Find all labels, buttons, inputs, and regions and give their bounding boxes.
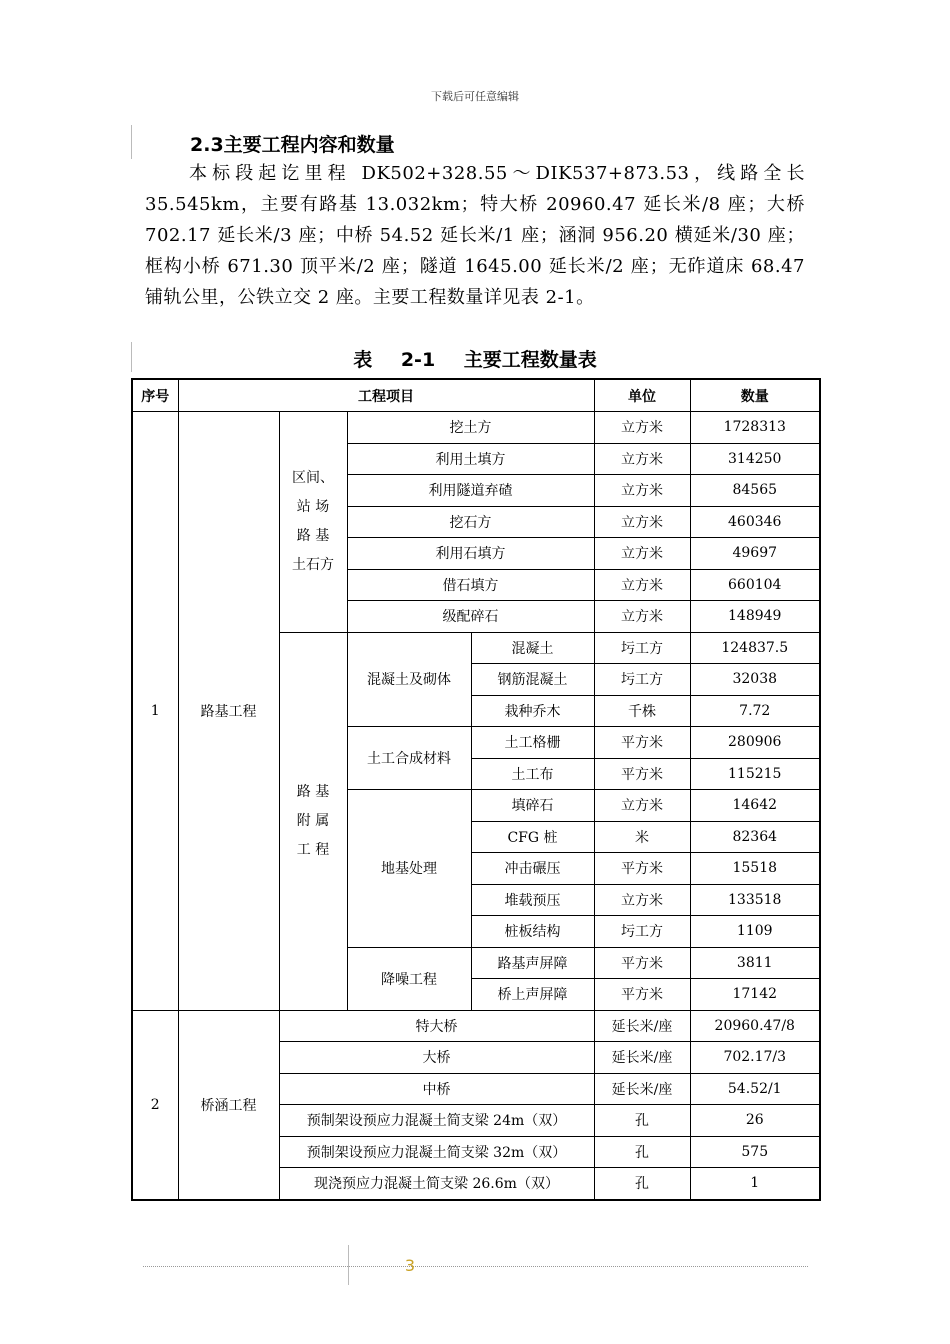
unit-cell: 立方米	[594, 790, 690, 822]
unit-cell: 平方米	[594, 727, 690, 759]
qty-cell: 133518	[690, 884, 820, 916]
qty-cell: 7.72	[690, 695, 820, 727]
unit-cell: 延长米/座	[594, 1042, 690, 1074]
engineering-quantity-table	[131, 378, 821, 1201]
unit-cell: 圬工方	[594, 664, 690, 696]
qty-cell: 49697	[690, 538, 820, 570]
unit-cell: 立方米	[594, 538, 690, 570]
header-unit: 单位	[594, 379, 690, 412]
item-cell: 冲击碾压	[471, 853, 594, 885]
qty-cell: 3811	[690, 947, 820, 979]
item-cell: 填碎石	[471, 790, 594, 822]
item-cell: 土工布	[471, 758, 594, 790]
unit-cell: 立方米	[594, 569, 690, 601]
table-row	[132, 412, 820, 444]
subcategory-noise: 降噪工程	[347, 947, 471, 1010]
qty-cell: 115215	[690, 758, 820, 790]
margin-mark-bottom	[348, 1245, 349, 1285]
body-paragraph: 本标段起讫里程 DK502+328.55～DIK537+873.53，线路全长 35.545km，主要有路基 13.032km；特大桥 20960.47 延长米/8 座；大桥 702.17 延长米/3 座；中桥 54.52 延长米/1 座；涵洞 956.20 横延米/30 座；框构小桥 671.30 顶平米/2 座；隧道 1645.00 延长米/2 座；无砟道床 68.47 铺轨公里，公铁立交 2 座。主要工程数量详见表 2-1。	[145, 163, 805, 308]
unit-cell: 立方米	[594, 412, 690, 444]
qty-cell: 460346	[690, 506, 820, 538]
unit-cell: 圬工方	[594, 632, 690, 664]
qty-cell: 54.52/1	[690, 1073, 820, 1105]
qty-cell: 280906	[690, 727, 820, 759]
qty-cell: 14642	[690, 790, 820, 822]
unit-cell: 立方米	[594, 443, 690, 475]
item-cell: 栽种乔木	[471, 695, 594, 727]
unit-cell: 延长米/座	[594, 1010, 690, 1042]
qty-cell: 15518	[690, 853, 820, 885]
table-header-row	[132, 379, 820, 412]
qty-cell: 575	[690, 1136, 820, 1168]
item-cell: 预制架设预应力混凝土简支梁 32m（双）	[279, 1136, 594, 1168]
unit-cell: 立方米	[594, 506, 690, 538]
qty-cell: 702.17/3	[690, 1042, 820, 1074]
unit-cell: 延长米/座	[594, 1073, 690, 1105]
item-cell: 利用隧道弃碴	[347, 475, 594, 507]
qty-cell: 32038	[690, 664, 820, 696]
item-cell: 中桥	[279, 1073, 594, 1105]
group-seq: 1	[132, 412, 178, 1011]
item-cell: 利用土填方	[347, 443, 594, 475]
section-title: 2.3主要工程内容和数量	[190, 134, 395, 156]
item-cell: 预制架设预应力混凝土简支梁 24m（双）	[279, 1105, 594, 1137]
subcategory-geosynthetic: 土工合成材料	[347, 727, 471, 790]
item-cell: 堆载预压	[471, 884, 594, 916]
unit-cell: 孔	[594, 1168, 690, 1200]
group-name: 桥涵工程	[178, 1010, 279, 1200]
unit-cell: 圬工方	[594, 916, 690, 948]
qty-cell: 17142	[690, 979, 820, 1011]
item-cell: 大桥	[279, 1042, 594, 1074]
table-caption: 表 2-1 主要工程数量表	[353, 349, 597, 371]
qty-cell: 20960.47/8	[690, 1010, 820, 1042]
qty-cell: 314250	[690, 443, 820, 475]
unit-cell: 孔	[594, 1105, 690, 1137]
item-cell: 利用石填方	[347, 538, 594, 570]
header-seq: 序号	[132, 379, 178, 412]
item-cell: 路基声屏障	[471, 947, 594, 979]
header-item: 工程项目	[178, 379, 594, 412]
unit-cell: 立方米	[594, 884, 690, 916]
qty-cell: 660104	[690, 569, 820, 601]
qty-cell: 148949	[690, 601, 820, 633]
table-row	[132, 1010, 820, 1042]
item-cell: 借石填方	[347, 569, 594, 601]
qty-cell: 124837.5	[690, 632, 820, 664]
item-cell: 混凝土	[471, 632, 594, 664]
group-seq: 2	[132, 1010, 178, 1200]
subcategory-foundation: 地基处理	[347, 790, 471, 948]
qty-cell: 1109	[690, 916, 820, 948]
unit-cell: 平方米	[594, 947, 690, 979]
qty-cell: 84565	[690, 475, 820, 507]
header-qty: 数量	[690, 379, 820, 412]
page-number: 3	[404, 1256, 416, 1275]
unit-cell: 立方米	[594, 601, 690, 633]
margin-mark-top	[131, 125, 132, 159]
item-cell: 钢筋混凝土	[471, 664, 594, 696]
header-note: 下载后可任意编辑	[431, 90, 519, 103]
unit-cell: 孔	[594, 1136, 690, 1168]
item-cell: 挖石方	[347, 506, 594, 538]
qty-cell: 26	[690, 1105, 820, 1137]
qty-cell: 1	[690, 1168, 820, 1200]
item-cell: CFG 桩	[471, 821, 594, 853]
item-cell: 级配碎石	[347, 601, 594, 633]
qty-cell: 82364	[690, 821, 820, 853]
unit-cell: 米	[594, 821, 690, 853]
item-cell: 土工格栅	[471, 727, 594, 759]
item-cell: 桥上声屏障	[471, 979, 594, 1011]
group-name: 路基工程	[178, 412, 279, 1011]
unit-cell: 立方米	[594, 475, 690, 507]
item-cell: 特大桥	[279, 1010, 594, 1042]
item-cell: 挖土方	[347, 412, 594, 444]
unit-cell: 平方米	[594, 853, 690, 885]
unit-cell: 平方米	[594, 758, 690, 790]
unit-cell: 平方米	[594, 979, 690, 1011]
qty-cell: 1728313	[690, 412, 820, 444]
footer-rule	[143, 1266, 808, 1267]
subcategory-concrete: 混凝土及砌体	[347, 632, 471, 727]
unit-cell: 千株	[594, 695, 690, 727]
item-cell: 现浇预应力混凝土简支梁 26.6m（双）	[279, 1168, 594, 1200]
ancillary-category: 路 基 附 属 工 程	[279, 632, 347, 1010]
earthwork-category: 区间、 站 场 路 基 土石方	[279, 412, 347, 633]
item-cell: 桩板结构	[471, 916, 594, 948]
